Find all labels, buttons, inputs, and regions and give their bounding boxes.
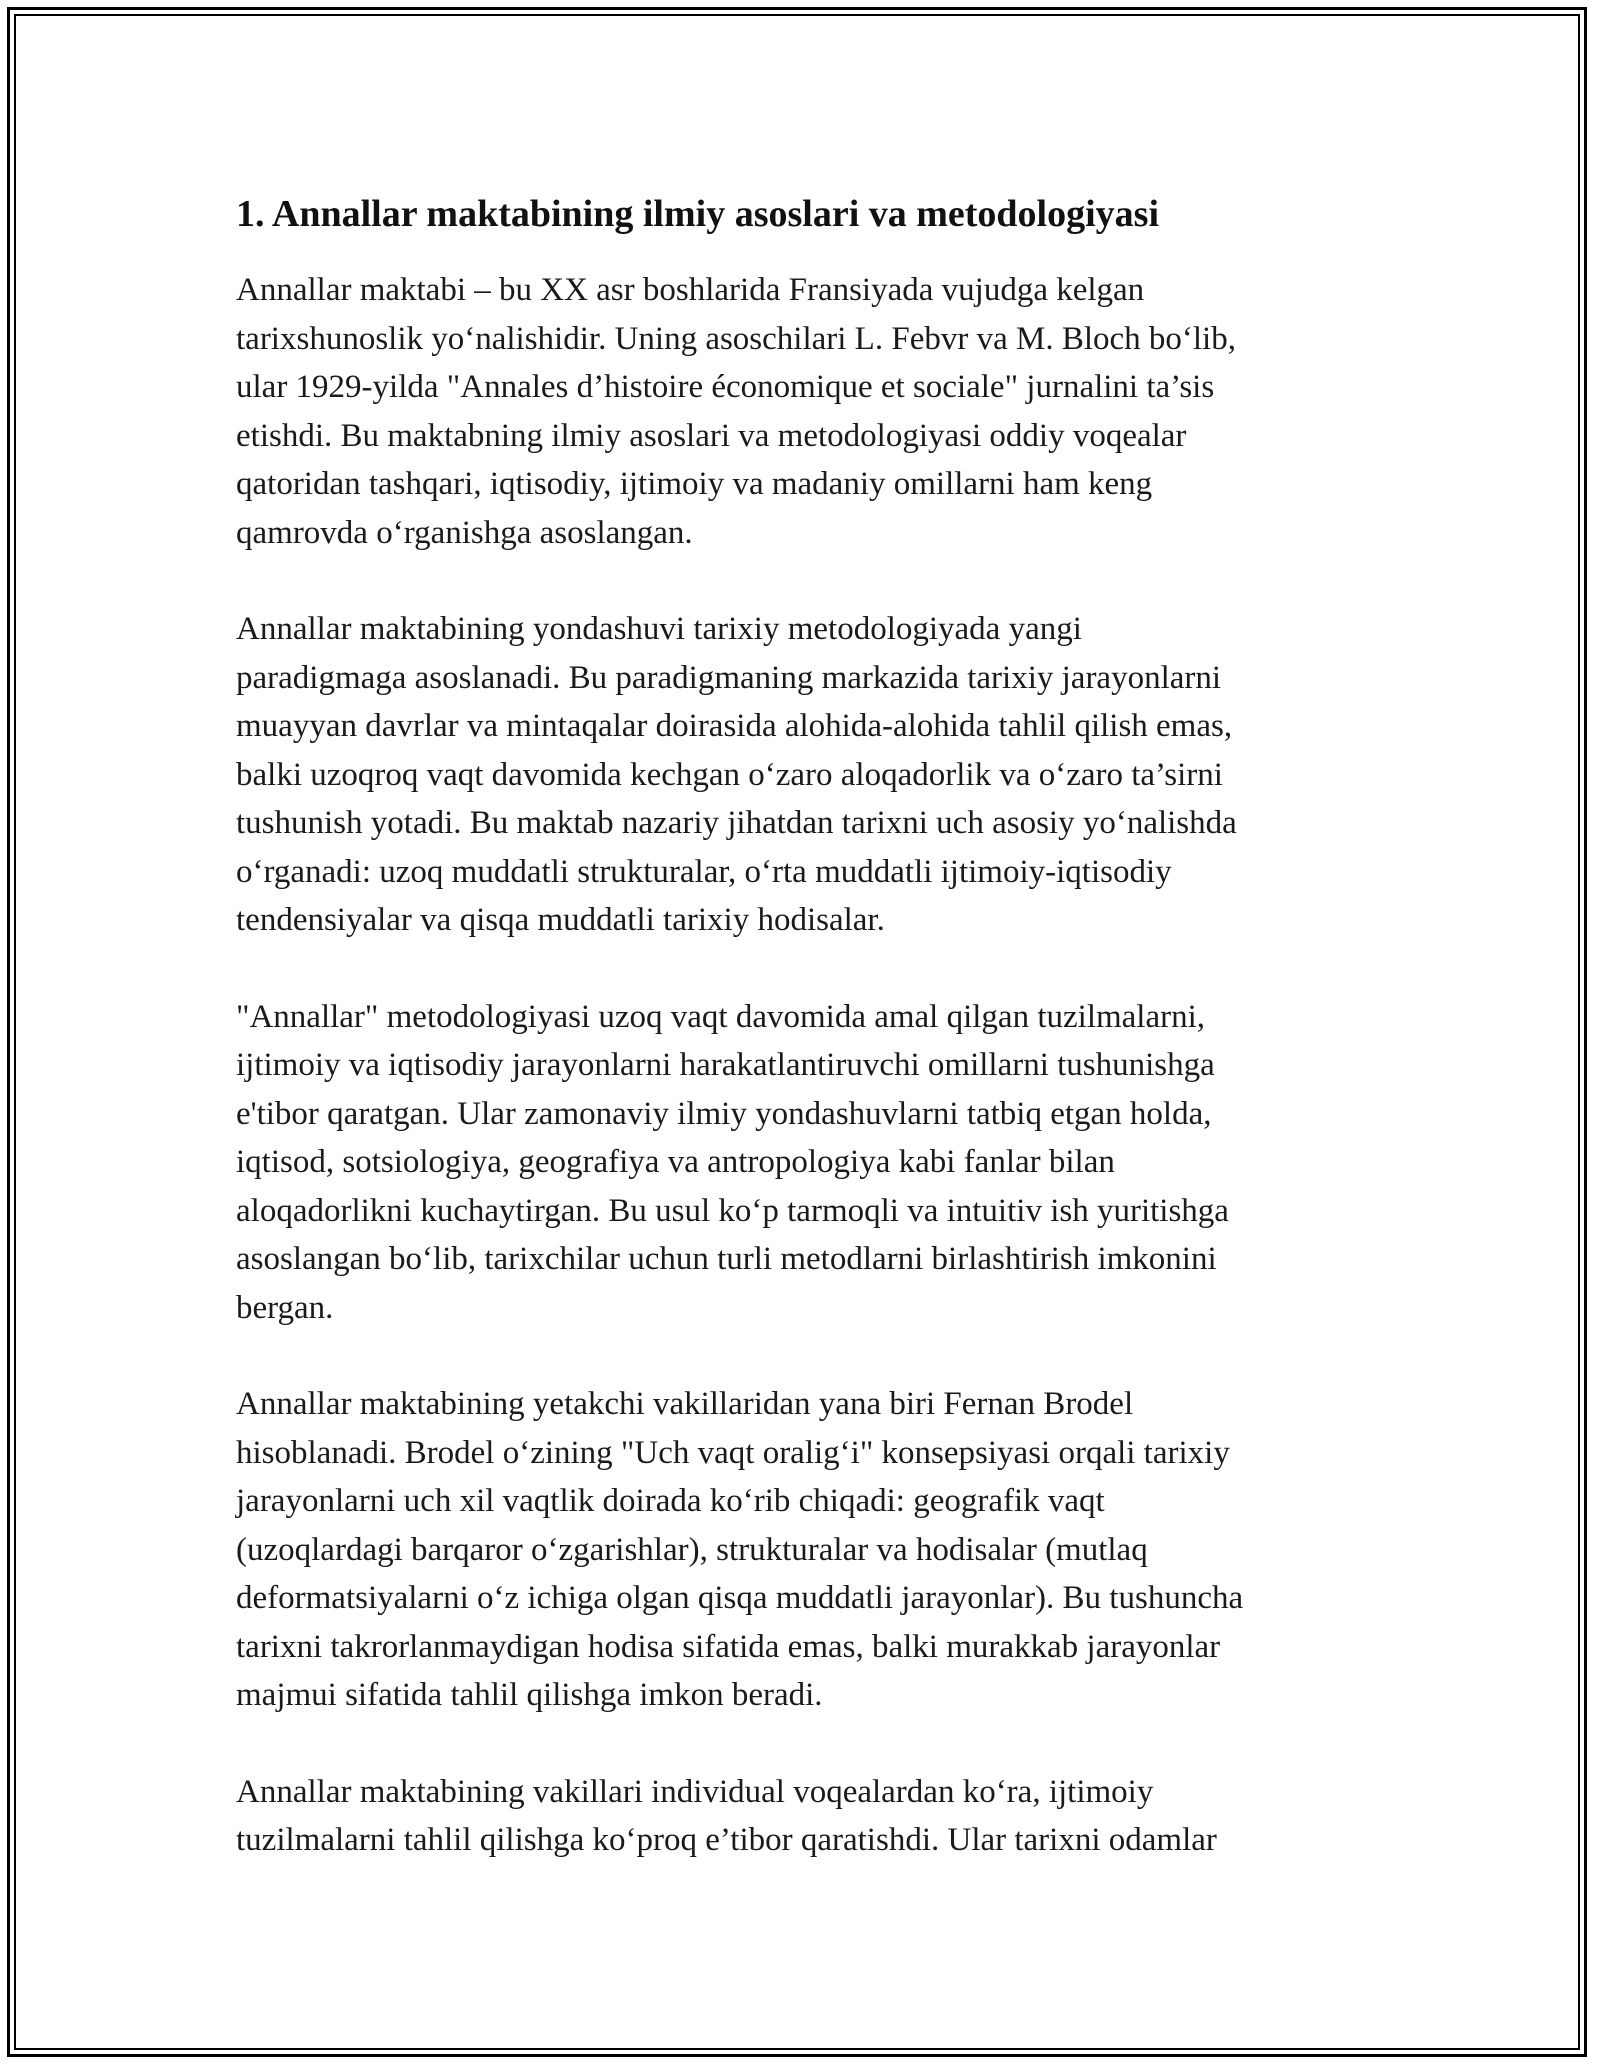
text-line: oʻrganadi: uzoq muddatli strukturalar, oʻrta muddatli ijtimoiy-iqtisodiy [236,853,1172,890]
text-line: Annallar maktabining vakillari individual voqealardan koʻra, ijtimoiy [236,1773,1154,1810]
text-line: iqtisod, sotsiologiya, geografiya va antropologiya kabi fanlar bilan [236,1144,1115,1180]
paragraph-4 [236,1380,1386,1720]
paragraph-1 [236,266,1386,557]
paragraph-3 [236,993,1386,1333]
paragraph-2 [236,605,1386,945]
text-line: paradigmaga asoslanadi. Bu paradigmaning markazida tarixiy jarayonlarni [236,659,1222,696]
text-line: e'tibor qaratgan. Ular zamonaviy ilmiy yondashuvlarni tatbiq etgan holda, [236,1095,1212,1132]
text-line: asoslangan boʻlib, tarixchilar uchun turli metodlarni birlashtirish imkonini [236,1241,1217,1277]
text-line: ular 1929-yilda "Annales d’histoire économique et sociale" jurnalini ta’sis [236,369,1215,405]
text-line: bergan. [236,1289,334,1326]
text-line: (uzoqlardagi barqaror oʻzgarishlar), strukturalar va hodisalar (mutlaq [236,1531,1148,1568]
text-line: Annallar maktabining yetakchi vakillaridan yana biri Fernan Brodel [236,1386,1134,1422]
text-line: balki uzoqroq vaqt davomida kechgan oʻzaro aloqadorlik va oʻzaro ta’sirni [236,756,1223,793]
text-line: aloqadorlikni kuchaytirgan. Bu usul koʻp tarmoqli va intuitiv ish yuritishga [236,1192,1229,1229]
text-line: jarayonlarni uch xil vaqtlik doirada koʻrib chiqadi: geografik vaqt [236,1483,1105,1519]
text-line: tendensiyalar va qisqa muddatli tarixiy hodisalar. [236,902,885,938]
text-line: majmui sifatida tahlil qilishga imkon beradi. [236,1677,823,1713]
text-line: tuzilmalarni tahlil qilishga koʻproq e’tibor qaratishdi. Ular tarixni odamlar [236,1822,1217,1858]
document-body [236,190,1386,1913]
section-heading: 1. Annallar maktabining ilmiy asoslari va metodologiyasi [236,193,1160,235]
text-line: hisoblanadi. Brodel oʻzining "Uch vaqt oraligʻi" konsepsiyasi orqali tarixiy [236,1434,1230,1471]
text-line: Annallar maktabining yondashuvi tarixiy metodologiyada yangi [236,611,1082,647]
text-line: qatoridan tashqari, iqtisodiy, ijtimoiy va madaniy omillarni ham keng [236,466,1153,502]
text-line: qamrovda oʻrganishga asoslangan. [236,514,693,551]
text-line: muayyan davrlar va mintaqalar doirasida alohida-alohida tahlil qilish emas, [236,708,1233,744]
text-line: deformatsiyalarni oʻz ichiga olgan qisqa muddatli jarayonlar). Bu tushuncha [236,1580,1244,1616]
text-line: ijtimoiy va iqtisodiy jarayonlarni harakatlantiruvchi omillarni tushunishga [236,1047,1215,1083]
text-line: Annallar maktabi – bu XX asr boshlarida Fransiyada vujudga kelgan [236,272,1145,308]
text-line: tushunish yotadi. Bu maktab nazariy jihatdan tarixni uch asosiy yoʻnalishda [236,805,1237,841]
paragraph-5 [236,1768,1386,1865]
text-line: etishdi. Bu maktabning ilmiy asoslari va metodologiyasi oddiy voqealar [236,417,1187,454]
text-line: tarixshunoslik yoʻnalishidir. Uning asoschilari L. Febvr va M. Bloch boʻlib, [236,320,1236,357]
text-line: "Annallar" metodologiyasi uzoq vaqt davomida amal qilgan tuzilmalarni, [236,998,1206,1035]
text-line: tarixni takrorlanmaydigan hodisa sifatida emas, balki murakkab jarayonlar [236,1628,1221,1665]
